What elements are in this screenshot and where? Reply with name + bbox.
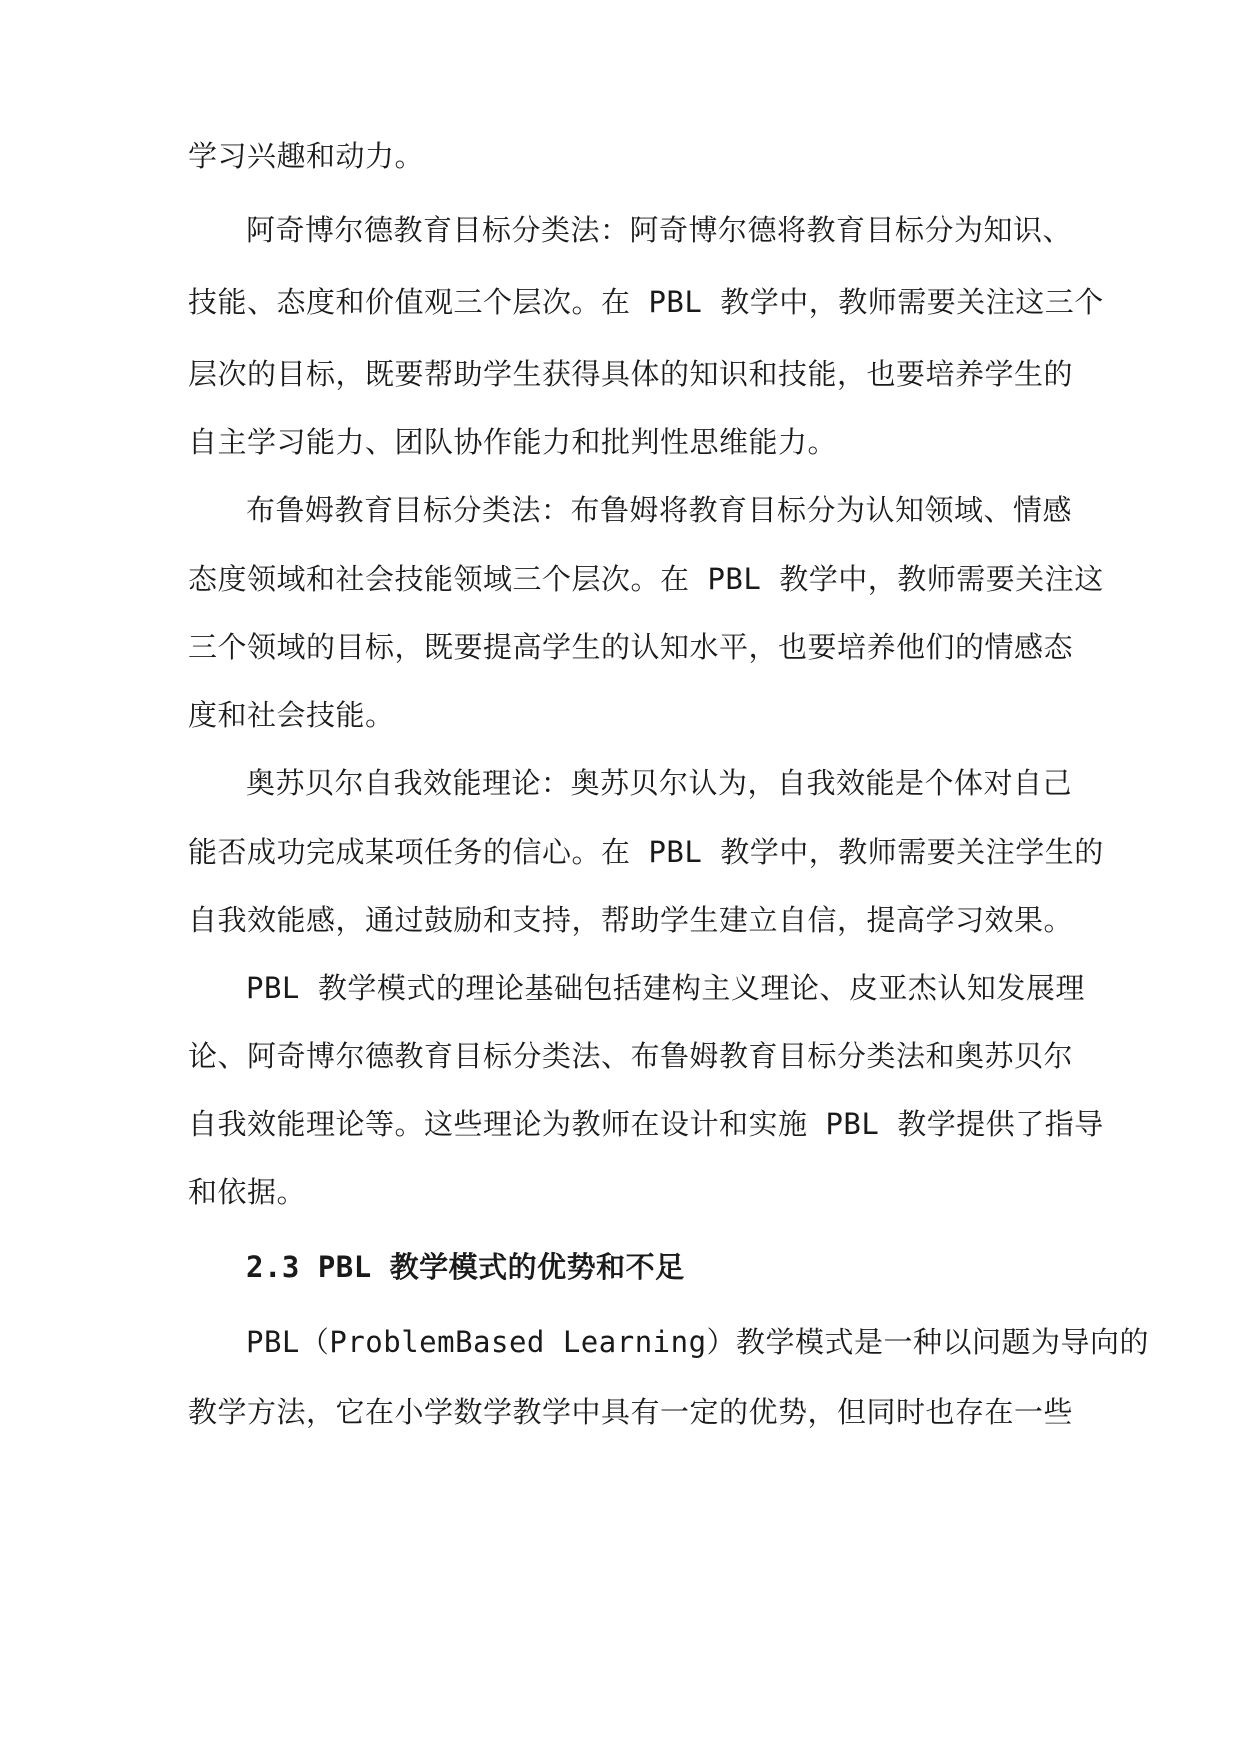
paragraph-line: 层次的目标，既要帮助学生获得具体的知识和技能，也要培养学生的 xyxy=(188,357,1074,391)
paragraph-line: 自主学习能力、团队协作能力和批判性思维能力。 xyxy=(188,425,838,459)
paragraph-line: 教学方法，它在小学数学教学中具有一定的优势，但同时也存在一些 xyxy=(188,1395,1074,1429)
paragraph-line: 和依据。 xyxy=(188,1175,307,1209)
paragraph-line: 论、阿奇博尔德教育目标分类法、布鲁姆教育目标分类法和奥苏贝尔 xyxy=(188,1039,1074,1073)
paragraph-line: PBL 教学模式的理论基础包括建构主义理论、皮亚杰认知发展理 xyxy=(246,971,1085,1005)
paragraph-line: 能否成功完成某项任务的信心。在 PBL 教学中，教师需要关注学生的 xyxy=(188,835,1104,869)
section-heading: 2.3 PBL 教学模式的优势和不足 xyxy=(246,1250,685,1284)
paragraph-line: 态度领域和社会技能领域三个层次。在 PBL 教学中，教师需要关注这 xyxy=(188,562,1104,596)
paragraph-line: 自我效能感，通过鼓励和支持，帮助学生建立自信，提高学习效果。 xyxy=(188,903,1074,937)
paragraph-line: PBL（ProblemBased Learning）教学模式是一种以问题为导向的 xyxy=(246,1325,1150,1359)
paragraph-line: 自我效能理论等。这些理论为教师在设计和实施 PBL 教学提供了指导 xyxy=(188,1107,1104,1141)
paragraph-line: 三个领域的目标，既要提高学生的认知水平，也要培养他们的情感态 xyxy=(188,630,1074,664)
paragraph-line: 布鲁姆教育目标分类法：布鲁姆将教育目标分为认知领域、情感 xyxy=(246,493,1073,527)
paragraph-line: 学习兴趣和动力。 xyxy=(188,139,425,173)
paragraph-line: 奥苏贝尔自我效能理论：奥苏贝尔认为，自我效能是个体对自己 xyxy=(246,766,1073,800)
paragraph-line: 度和社会技能。 xyxy=(188,698,395,732)
paragraph-line: 阿奇博尔德教育目标分类法：阿奇博尔德将教育目标分为知识、 xyxy=(246,213,1073,247)
paragraph-line: 技能、态度和价值观三个层次。在 PBL 教学中，教师需要关注这三个 xyxy=(188,285,1104,319)
